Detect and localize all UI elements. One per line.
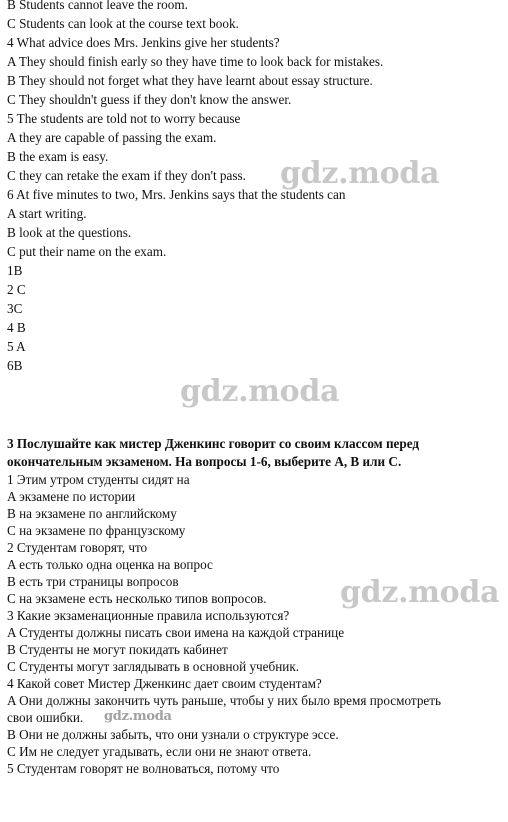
text-line: свои ошибки. xyxy=(7,710,84,725)
question-line: 5 The students are told not to worry because xyxy=(7,111,241,126)
text-line: C на экзамене по французскому xyxy=(7,523,186,538)
text-line: C Им не следует угадывать, если они не знают ответа. xyxy=(7,744,312,759)
text-line: A есть только одна оценка на вопрос xyxy=(7,557,213,572)
text-line: C they can retake the exam if they don't pass. xyxy=(7,168,246,183)
question-line: 5 Студентам говорят не волноваться, потому что xyxy=(7,761,280,776)
answer-line: 3C xyxy=(7,301,23,316)
text-line: B Students cannot leave the room. xyxy=(7,0,188,12)
answer-line: 6B xyxy=(7,358,23,373)
text-line: C на экзамене есть несколько типов вопросов. xyxy=(7,591,267,606)
answer-line: 1B xyxy=(7,263,23,278)
question-line: 4 What advice does Mrs. Jenkins give her students? xyxy=(7,35,280,50)
question-line: 4 Какой совет Мистер Дженкинс дает своим студентам? xyxy=(7,676,322,691)
text-line: B есть три страницы вопросов xyxy=(7,574,179,589)
watermark-logo: gdz.moda xyxy=(280,156,440,191)
text-line: A they are capable of passing the exam. xyxy=(7,130,217,145)
text-line: C They shouldn't guess if they don't know the answer. xyxy=(7,92,292,107)
text-line: A Они должны закончить чуть раньше, чтобы у них было время просмотреть xyxy=(7,693,442,708)
question-line: 2 Студентам говорят, что xyxy=(7,540,148,555)
text-line: B look at the questions. xyxy=(7,225,132,240)
task-title: 3 Послушайте как мистер Дженкинс говорит со своим классом перед xyxy=(7,436,420,451)
question-line: 3 Какие экзаменационные правила используются? xyxy=(7,608,290,623)
text-line: B на экзамене по английскому xyxy=(7,506,177,521)
question-line: 6 At five minutes to two, Mrs. Jenkins says that the students can xyxy=(7,187,346,202)
text-line: A Студенты должны писать свои имена на каждой странице xyxy=(7,625,345,640)
text-line: C Students can look at the course text book. xyxy=(7,16,239,31)
task-title: окончательным экзаменом. На вопросы 1-6, выберите A, B или C. xyxy=(7,454,402,469)
text-line: C Студенты могут заглядывать в основной учебник. xyxy=(7,659,300,674)
text-line: C put their name on the exam. xyxy=(7,244,167,259)
question-line: 1 Этим утром студенты сидят на xyxy=(7,472,190,487)
watermark-logo: gdz.moda xyxy=(104,709,172,724)
text-line: B the exam is easy. xyxy=(7,149,109,164)
text-line: B Они не должны забыть, что они узнали о структуре эссе. xyxy=(7,727,339,742)
watermark-logo: gdz.moda xyxy=(340,575,500,610)
text-line: B Студенты не могут покидать кабинет xyxy=(7,642,228,657)
text-line: A экзамене по истории xyxy=(7,489,136,504)
answer-line: 4 B xyxy=(7,320,26,335)
text-line: A start writing. xyxy=(7,206,87,221)
answer-line: 2 C xyxy=(7,282,26,297)
watermark-logo: gdz.moda xyxy=(180,374,340,409)
answer-line: 5 A xyxy=(7,339,26,354)
text-line: B They should not forget what they have learnt about essay structure. xyxy=(7,73,373,88)
text-line: A They should finish early so they have time to look back for mistakes. xyxy=(7,54,384,69)
